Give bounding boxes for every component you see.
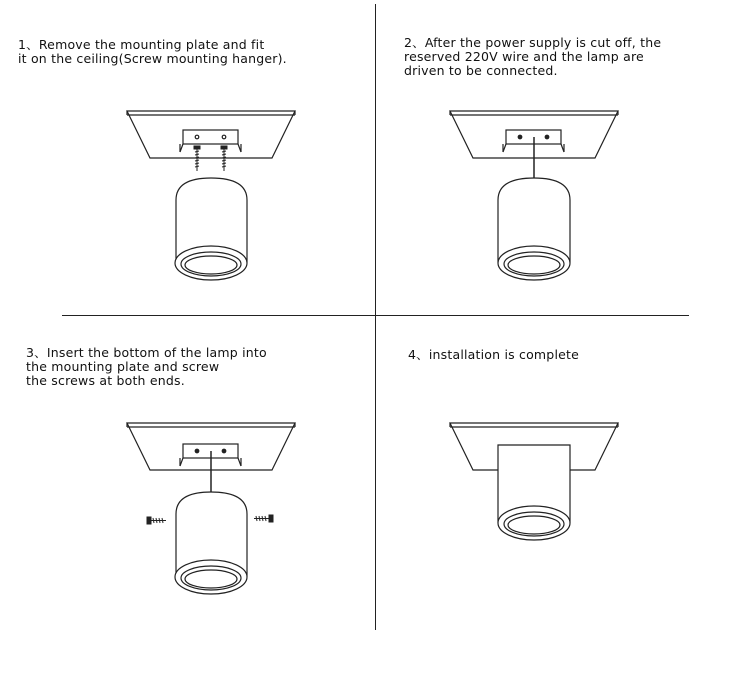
step-2-number: 2 [404, 35, 413, 50]
side-screw-right [254, 515, 273, 522]
step-4-text: installation is complete [428, 347, 579, 362]
lamp-body [498, 445, 570, 540]
step-3-separator: 、 [34, 345, 47, 360]
step-1-illustration [127, 111, 295, 280]
step-4-number: 4 [408, 347, 417, 362]
lamp-body [175, 492, 247, 594]
step-1-separator: 、 [26, 37, 39, 52]
step-1-text: Remove the mounting plate and fit it on the ceiling(Screw mounting hanger). [18, 37, 287, 66]
step-3-illustration [127, 423, 295, 594]
lamp-body [498, 178, 570, 280]
step-2-text: After the power supply is cut off, the reserved 220V wire and the lamp are driven to be connected. [404, 35, 662, 78]
step-2-illustration [450, 111, 618, 280]
side-screw-left [147, 517, 166, 524]
step-4-separator: 、 [416, 347, 429, 362]
lamp-body [175, 178, 247, 280]
step-1-number: 1 [18, 37, 27, 52]
step-3-text: Insert the bottom of the lamp into the mounting plate and screw the screws at both ends. [26, 345, 267, 388]
step-3-number: 3 [26, 345, 35, 360]
step-2-separator: 、 [412, 35, 425, 50]
step-4-illustration [450, 423, 618, 540]
